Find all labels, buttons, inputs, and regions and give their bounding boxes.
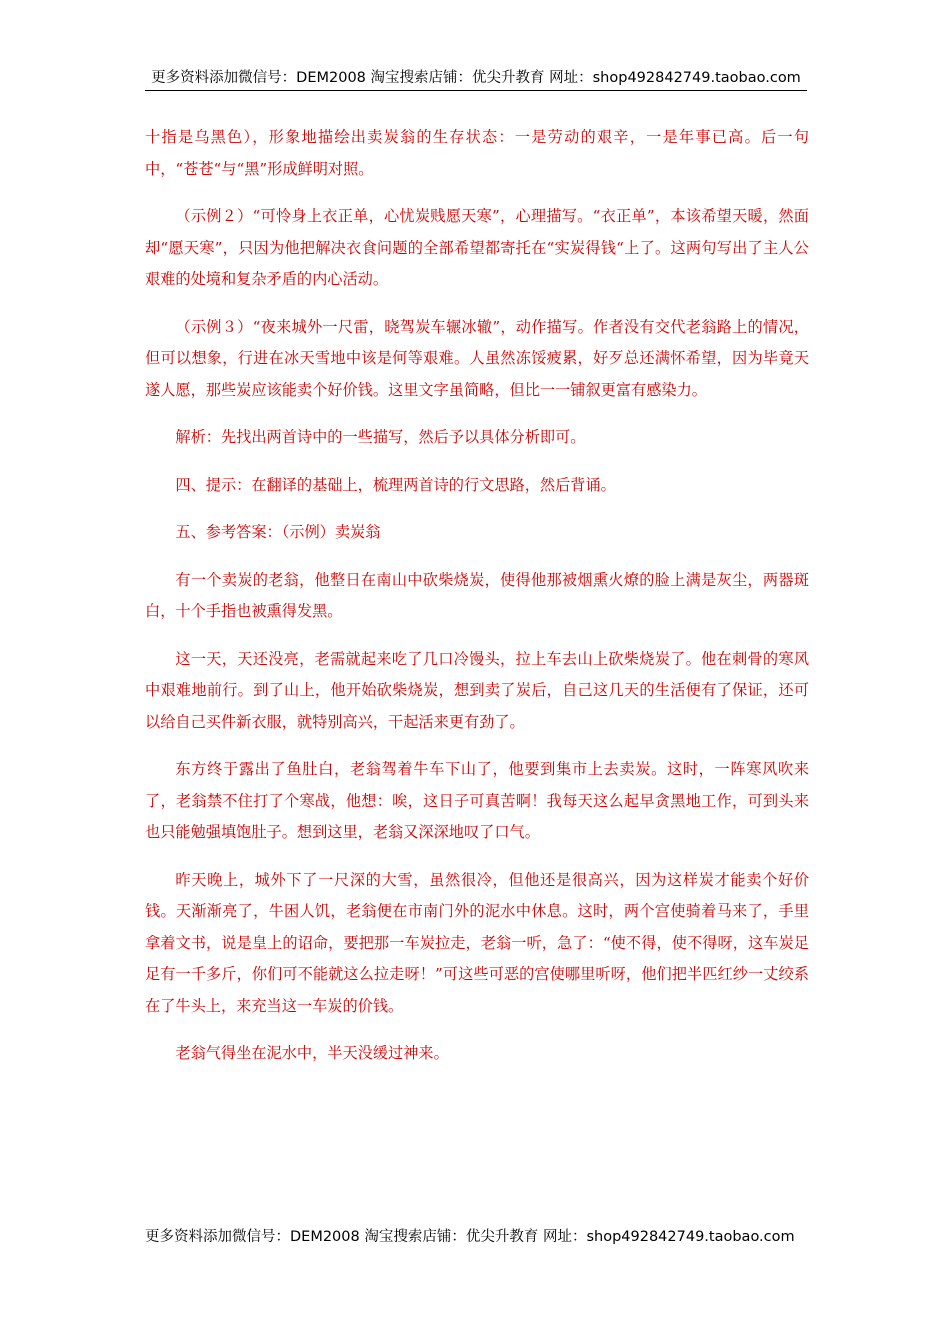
paragraph-8: 这一天，天还没亮，老需就起来吃了几口冷馒头，拉上车去山上砍柴烧炭了。他在刺骨的寒风中艰难地前行。到了山上，他开始砍柴烧炭，想到卖了炭后，自己这几天的生活便有了保证，还可以给自己买件新衣服，就特别高兴，干起活来更有劲了。 [145,649,809,731]
header-text: 更多资料添加微信号：DEM2008 淘宝搜索店铺：优尖升教育 网址：shop492842749.taobao.com [151,70,801,86]
paragraph-1: 十指是乌黑色），形象地描绘出卖炭翁的生存状态：一是劳动的艰辛，一是年事已高。后一句中，“苍苍“与“黑”形成鲜明对照。 [145,128,809,178]
paragraph-7: 有一个卖炭的老翁，他整日在南山中砍柴烧炭，使得他那被烟熏火燎的脸上满是灰尘，两器斑白，十个手指也被熏得发黑。 [145,570,809,620]
document-body [145,122,809,1086]
footer-text: 更多资料添加微信号：DEM2008 淘宝搜索店铺：优尖升教育 网址：shop492842749.taobao.com [145,1229,795,1245]
page-footer [145,1226,807,1248]
page-header [145,66,807,91]
paragraph-3: （示例３）“夜来城外一尺雷，晓驾炭车辗冰辙”，动作描写。作者没有交代老翁路上的情况，但可以想象，行进在冰天雪地中该是何等艰难。人虽然冻馁疲累，好歹总还满怀希望，因为毕竟天遂人愿，那些炭应该能卖个好价钱。这里文字虽简略，但比一一铺叙更富有感染力。 [145,317,809,399]
paragraph-10: 昨天晚上，城外下了一尺深的大雪，虽然很冷，但他还是很高兴，因为这样炭才能卖个好价钱。天渐渐亮了，牛困人饥，老翁便在市南门外的泥水中休息。这时，两个宫使骑着马来了，手里拿着文书，说是皇上的诏命，要把那一车炭拉走，老翁一听，急了：“使不得，使不得呀，这车炭足足有一千多斤，你们可不能就这么拉走呀！”可这些可恶的宫使哪里听呀，他们把半匹红纱一丈绞系在了牛头上，来充当这一车炭的价钱。 [145,870,809,1015]
paragraph-9: 东方终于露出了鱼肚白，老翁驾着牛车下山了，他要到集市上去卖炭。这时，一阵寒风吹来了，老翁禁不住打了个寒战，他想：唉，这日子可真苦啊！我每天这么起早贪黑地工作，可到头来也只能勉强填饱肚子。想到这里，老翁又深深地叹了口气。 [145,760,809,841]
paragraph-11: 老翁气得坐在泥水中，半天没缓过神来。 [175,1044,449,1062]
paragraph-2: （示例２）“可怜身上衣正单，心忧炭贱愿天寒”，心理描写。“衣正单”，本该希望天暖，然面却“愿天寒”，只因为他把解决衣食问题的全部希望都寄托在“实炭得钱“上了。这两句写出了主人公艰难的处境和复杂矛盾的内心活动。 [145,207,809,288]
paragraph-6: 五、参考答案：（示例）卖炭翁 [175,523,381,541]
paragraph-4: 解析：先找出两首诗中的一些描写，然后予以具体分析即可。 [175,428,586,446]
paragraph-5: 四、提示：在翻译的基础上，梳理两首诗的行文思路，然后背诵。 [175,475,616,494]
